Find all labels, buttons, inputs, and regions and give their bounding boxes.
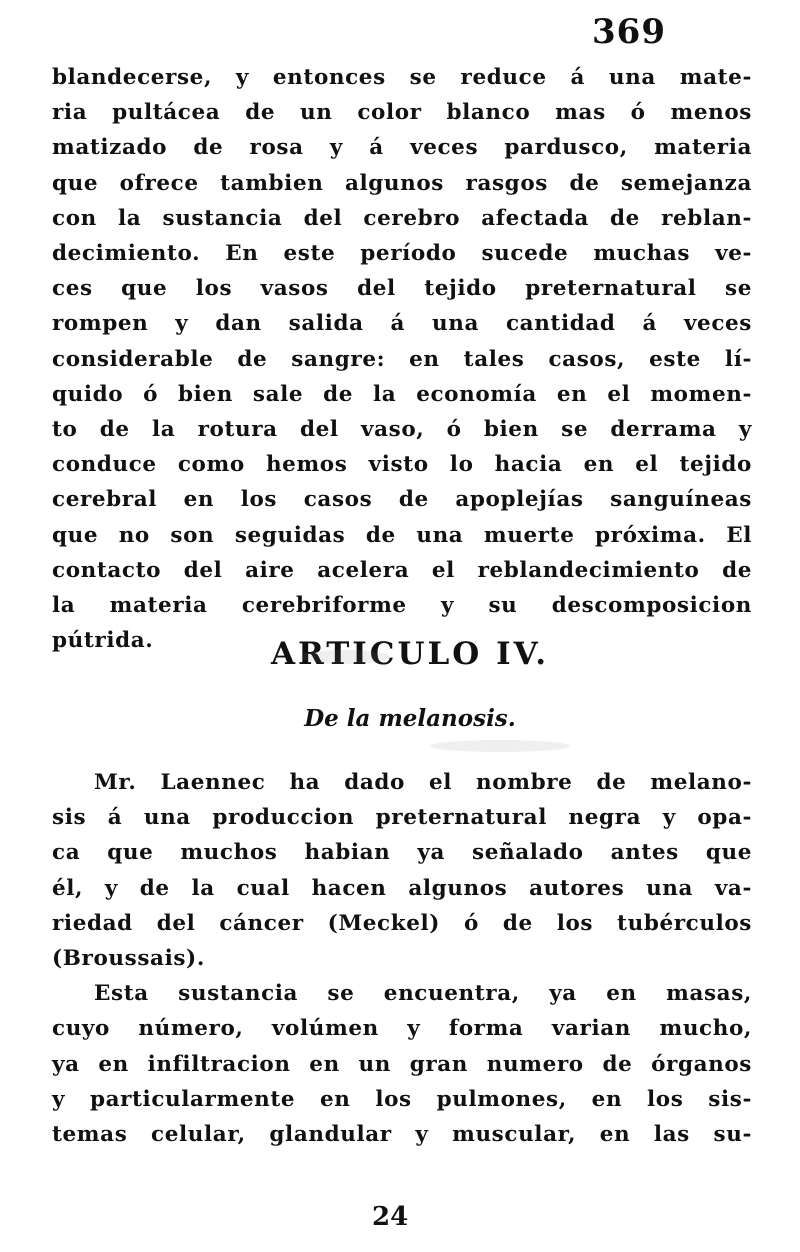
text-line: decimiento. En este período sucede muchas ve- [52,241,752,267]
text-line: Mr. Laennec ha dado el nombre de melano- [94,770,752,795]
text-line: contacto del aire acelera el reblandecimiento de [52,557,752,583]
paragraph-2 [52,765,752,1152]
text-line: Esta sustancia se encuentra, ya en masas, [94,981,752,1007]
article-heading: ARTICULO IV. [270,636,550,672]
text-line: la materia cerebriforme y su descomposicion [52,593,752,619]
signature-mark: 24 [372,1202,409,1232]
text-line: ces que los vasos del tejido preternatural se [52,276,752,302]
paper-stain [430,740,570,752]
text-line: él, y de la cual hacen algunos autores una va- [52,875,752,901]
text-line: ria pultácea de un color blanco mas ó menos [52,100,752,126]
text-line: que ofrece tambien algunos rasgos de semejanza [52,170,752,196]
text-line: temas celular, glandular y muscular, en las su- [52,1122,752,1148]
page-number: 369 [592,12,666,52]
text-line: ca que muchos habian ya señalado antes que [52,840,752,866]
text-line: pútrida. [52,628,154,654]
text-line: con la sustancia del cerebro afectada de reblan- [52,205,752,231]
text-line: que no son seguidas de una muerte próxima. El [52,522,752,548]
text-line: conduce como hemos visto lo hacia en el tejido [52,452,752,478]
text-line: matizado de rosa y á veces pardusco, materia [52,135,752,161]
text-line: considerable de sangre: en tales casos, este lí- [52,346,752,372]
text-line: ya en infiltracion en un gran numero de órganos [52,1051,752,1077]
text-line: rompen y dan salida á una cantidad á veces [52,311,752,337]
text-line: blandecerse, y entonces se reduce á una mate- [52,65,752,90]
text-line: y particularmente en los pulmones, en los sis- [52,1086,752,1112]
text-line: to de la rotura del vaso, ó bien se derrama y [52,417,752,443]
text-line: sis á una produccion preternatural negra y opa- [52,805,752,831]
text-line: quido ó bien sale de la economía en el momen- [52,381,752,407]
text-line: riedad del cáncer (Meckel) ó de los tubérculos [52,910,752,936]
text-line: cerebral en los casos de apoplejías sanguíneas [52,487,752,513]
paper-stain [300,650,390,664]
text-line: cuyo número, volúmen y forma varian mucho, [52,1016,752,1042]
article-subtitle: De la melanosis. [304,705,516,732]
paragraph-1 [52,60,752,658]
text-line: (Broussais). [52,946,205,972]
